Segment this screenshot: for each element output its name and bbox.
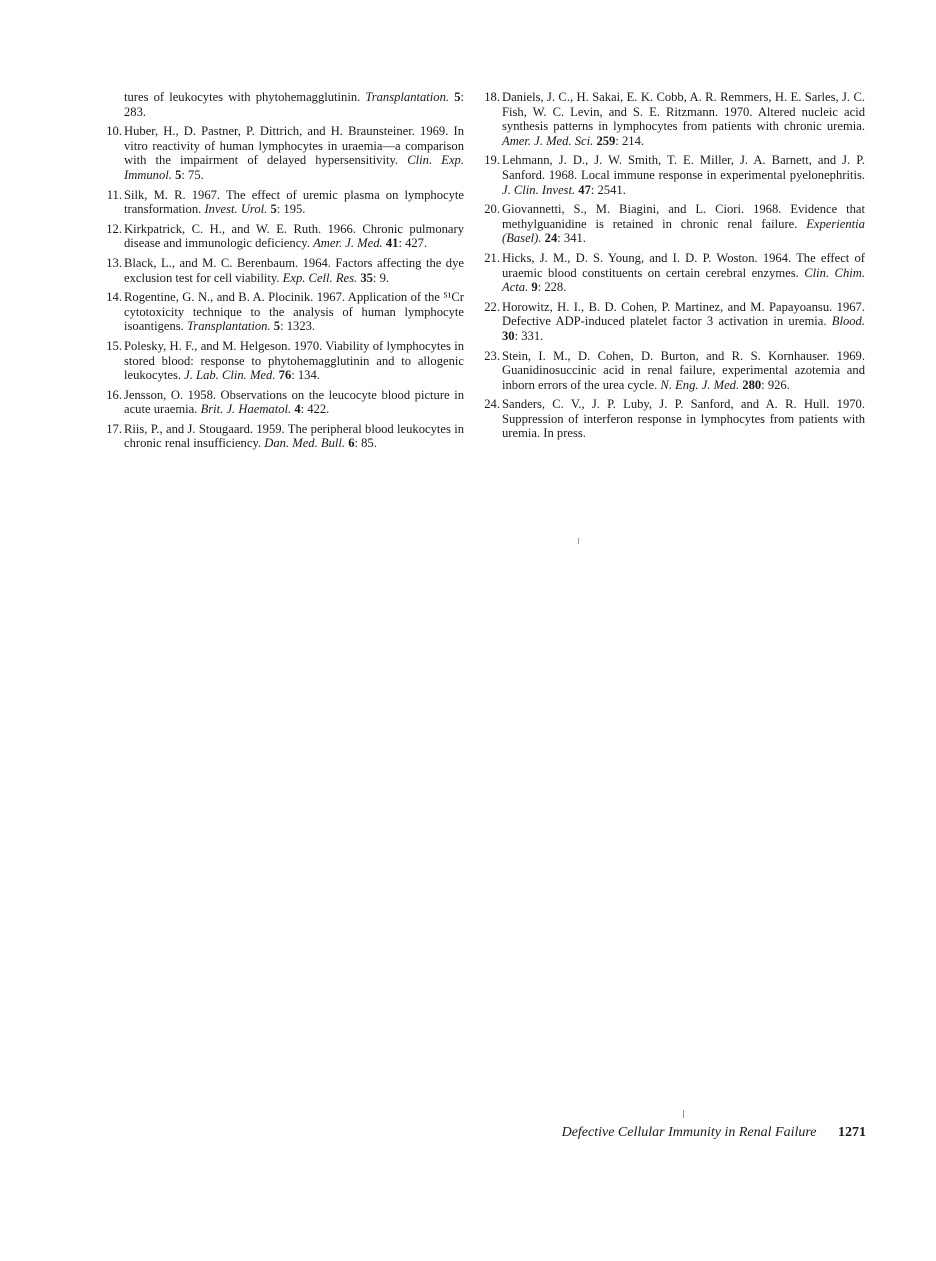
reference-volume: 5 <box>273 319 281 334</box>
reference-journal: Amer. J. Med. <box>313 236 383 251</box>
reference-journal: Transplantation. <box>365 90 450 104</box>
reference-text: Rogentine, G. N., and B. A. Plocinik. 1967. Application of the ⁵¹Cr cytotoxicity technique to the analysis of human lymphocyte isoantigens. <box>124 290 464 334</box>
reference-item <box>482 397 865 441</box>
reference-pages: : 2541. <box>590 182 626 197</box>
reference-body <box>124 222 464 251</box>
reference-journal: Transplantation. <box>186 319 271 334</box>
reference-item <box>482 153 865 197</box>
reference-pages: : 1323. <box>280 319 316 334</box>
reference-body <box>124 188 464 217</box>
reference-number: 11. <box>106 187 122 202</box>
running-title: Defective Cellular Immunity in Renal Failure <box>561 1125 817 1140</box>
reference-body <box>124 90 464 119</box>
reference-text: Black, L., and M. C. Berenbaum. 1964. Factors affecting the dye exclusion test for cell viability. <box>124 255 464 285</box>
reference-item <box>482 202 865 246</box>
reference-item <box>104 124 464 182</box>
reference-volume: 5 <box>175 167 182 182</box>
reference-number: 13. <box>106 255 122 270</box>
reference-journal: Brit. J. Haematol. <box>200 402 292 417</box>
reference-number: 14. <box>106 290 122 305</box>
reference-item <box>482 90 865 148</box>
scan-speck <box>683 1110 684 1118</box>
reference-text: Lehmann, J. D., J. W. Smith, T. E. Miller, J. A. Barnett, and J. P. Sanford. 1968. Local immune response in experimental pyelonephritis. <box>502 153 865 182</box>
reference-number: 16. <box>106 387 122 402</box>
reference-pages: : 214. <box>615 133 645 148</box>
reference-volume: 5 <box>270 202 277 217</box>
reference-text: Huber, H., D. Pastner, P. Dittrich, and H. Braunsteiner. 1969. In vitro reactivity of human lymphocytes in uraemia—a comparison with the impairment of delayed hypersensitivity. <box>124 124 464 168</box>
reference-item <box>482 300 865 344</box>
reference-item <box>104 388 464 417</box>
reference-volume: 259 <box>596 133 616 148</box>
reference-journal: Invest. Urol. <box>204 202 268 217</box>
reference-pages: : 9. <box>372 270 390 285</box>
reference-text: Stein, I. M., D. Cohen, D. Burton, and R. S. Kornhauser. 1969. Guanidinosuccinic acid in renal failure, experimental azotemia and inborn errors of the urea cycle. <box>502 348 865 392</box>
reference-number: 19. <box>484 153 500 168</box>
reference-body <box>124 124 464 182</box>
reference-pages: : 195. <box>276 202 306 217</box>
reference-body <box>124 388 464 417</box>
reference-volume: 9 <box>531 280 538 295</box>
reference-text: Polesky, H. F., and M. Helgeson. 1970. Viability of lymphocytes in stored blood: response to phytohemagglutinin and to allogenic leukocytes. <box>124 338 464 383</box>
reference-volume: 5 <box>454 90 461 104</box>
reference-text: Kirkpatrick, C. H., and W. E. Ruth. 1966. Chronic pulmonary disease and immunologic deficiency. <box>124 221 464 251</box>
reference-body <box>124 422 464 451</box>
reference-item <box>482 349 865 393</box>
reference-volume: 6 <box>348 436 355 451</box>
reference-journal: J. Clin. Invest. <box>502 182 576 197</box>
reference-body <box>502 153 865 197</box>
reference-text: Silk, M. R. 1967. The effect of uremic plasma on lymphocyte transformation. <box>124 187 464 217</box>
reference-pages: : 85. <box>354 436 377 451</box>
reference-journal: Clin. Exp. Immunol. <box>124 153 464 182</box>
reference-item <box>104 90 464 119</box>
reference-number: 23. <box>484 348 500 363</box>
reference-pages: : 331. <box>514 328 544 343</box>
reference-journal: J. Lab. Clin. Med. <box>184 368 276 383</box>
reference-number: 21. <box>484 250 500 265</box>
reference-pages: : 75. <box>181 167 204 182</box>
reference-journal: Clin. Chim. Acta. <box>502 265 865 295</box>
reference-volume: 41 <box>385 236 399 251</box>
reference-column-right <box>482 90 865 446</box>
reference-item <box>104 290 464 334</box>
reference-pages: : 427. <box>398 236 428 251</box>
reference-text: tures of leukocytes with phytohemagglutinin. <box>124 90 361 104</box>
reference-journal: Dan. Med. Bull. <box>264 436 346 451</box>
reference-body <box>124 256 464 285</box>
reference-body <box>502 90 865 148</box>
reference-body <box>502 397 865 441</box>
reference-journal: Amer. J. Med. Sci. <box>502 133 594 148</box>
reference-number: 18. <box>484 90 500 104</box>
reference-text: Sanders, C. V., J. P. Luby, J. P. Sanford, and A. R. Hull. 1970. Suppression of interferon response in lymphocytes from patients with uremia. In press. <box>502 397 865 441</box>
reference-volume: 76 <box>278 368 292 383</box>
reference-number: 20. <box>484 202 500 217</box>
reference-text: Horowitz, H. I., B. D. Cohen, P. Martinez, and M. Papayoansu. 1967. Defective ADP-induced platelet factor 3 activation in uremia. <box>502 299 865 329</box>
reference-text: Giovannetti, S., M. Biagini, and L. Ciori. 1968. Evidence that methylguanidine is retained in chronic renal failure. <box>502 202 865 231</box>
reference-volume: 24 <box>544 231 558 246</box>
reference-text: Jensson, O. 1958. Observations on the leucocyte blood picture in acute uraemia. <box>124 387 464 417</box>
reference-pages: : 283. <box>124 90 464 119</box>
reference-column-left <box>104 90 464 456</box>
reference-item <box>104 339 464 383</box>
reference-journal: Blood. <box>831 314 865 329</box>
page-footer <box>470 1125 866 1141</box>
reference-pages: : 228. <box>537 280 567 295</box>
reference-volume: 35 <box>360 270 373 285</box>
reference-text: Riis, P., and J. Stougaard. 1959. The peripheral blood leukocytes in chronic renal insufficiency. <box>124 421 464 451</box>
reference-number: 15. <box>106 338 122 353</box>
reference-journal: Experientia (Basel). <box>502 216 865 246</box>
reference-item <box>104 256 464 285</box>
reference-item <box>482 251 865 295</box>
reference-volume: 47 <box>578 182 591 197</box>
reference-pages: : 926. <box>761 377 790 392</box>
reference-body <box>124 339 464 383</box>
reference-item <box>104 188 464 217</box>
reference-text: Hicks, J. M., D. S. Young, and I. D. P. Woston. 1964. The effect of uraemic blood constituents on certain cerebral enzymes. <box>502 250 865 280</box>
reference-volume: 280 <box>742 377 762 392</box>
reference-journal: N. Eng. J. Med. <box>660 377 740 392</box>
reference-number: 24. <box>484 397 500 412</box>
scan-speck <box>578 538 579 544</box>
reference-item <box>104 422 464 451</box>
reference-number: 12. <box>106 221 122 236</box>
reference-pages: : 134. <box>291 368 320 383</box>
page-number: 1271 <box>838 1125 866 1140</box>
reference-text: Daniels, J. C., H. Sakai, E. K. Cobb, A. R. Remmers, H. E. Sarles, J. C. Fish, W. C. Levin, and S. E. Ritzmann. 1970. Altered nucleic acid synthesis patterns in lymphocytes from patients with chronic uremia. <box>502 90 865 134</box>
reference-number: 17. <box>106 421 122 436</box>
reference-pages: : 422. <box>300 402 330 417</box>
reference-number: 22. <box>484 299 500 314</box>
reference-volume: 30 <box>502 328 515 343</box>
reference-item <box>104 222 464 251</box>
reference-pages: : 341. <box>557 231 586 246</box>
reference-body <box>502 251 865 295</box>
reference-body <box>502 202 865 246</box>
reference-body <box>502 349 865 393</box>
reference-body <box>502 300 865 344</box>
reference-journal: Exp. Cell. Res. <box>282 270 358 285</box>
reference-body <box>124 290 464 334</box>
reference-volume: 4 <box>294 402 301 417</box>
reference-number: 10. <box>106 124 122 139</box>
